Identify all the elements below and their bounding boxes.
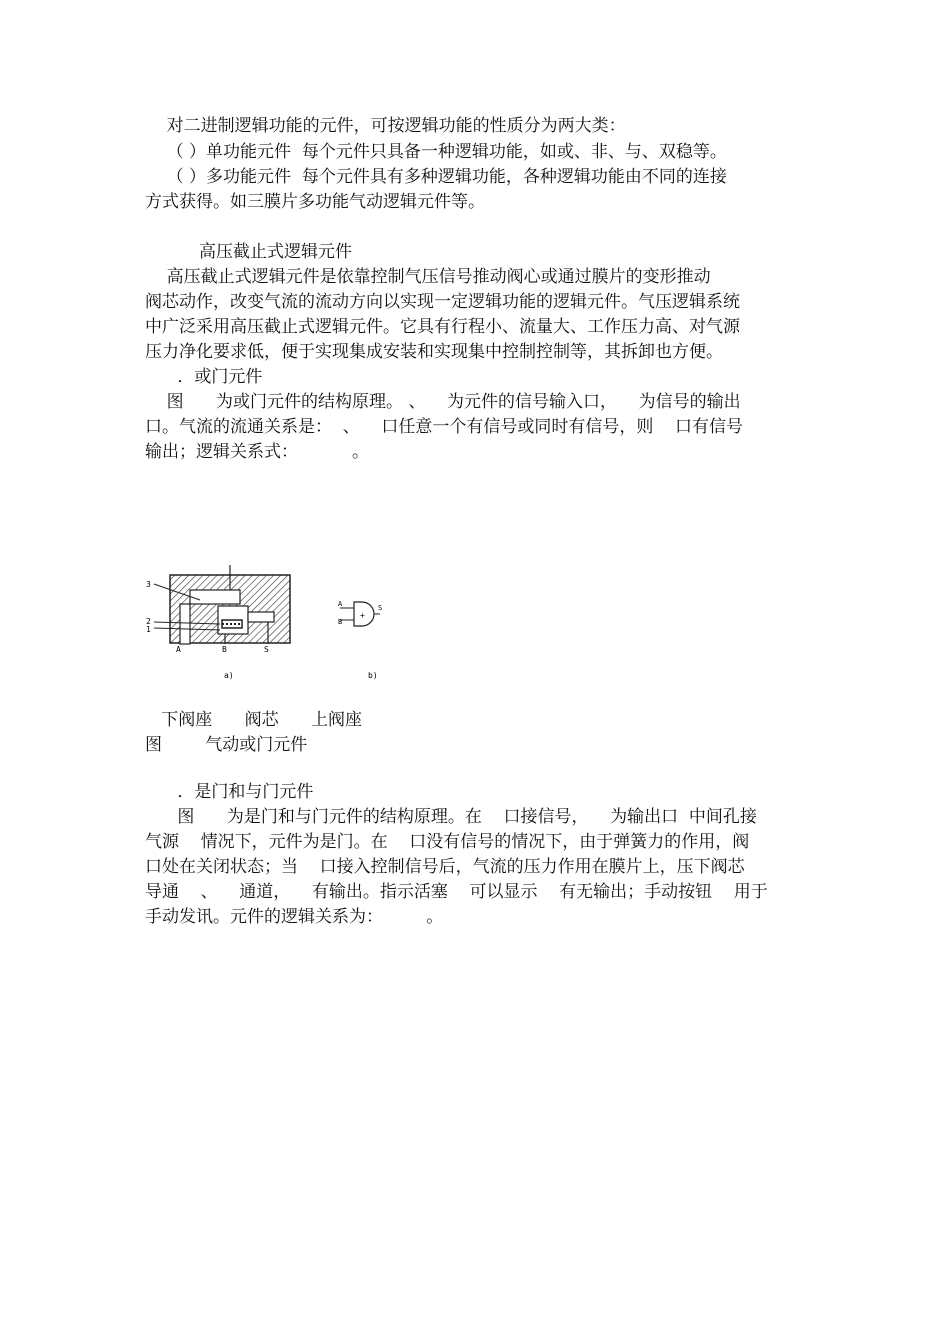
text-line: 图 为或门元件的结构原理。 、 为元件的信号输入口， 为信号的输出 <box>145 392 741 412</box>
text-line: 图 为是门和与门元件的结构原理。在 口接信号， 为输出口 中间孔接 <box>145 807 757 827</box>
text-line: 口处在关闭状态；当 口接入控制信号后，气流的压力作用在膜片上，压下阀芯 <box>145 857 745 877</box>
figure-caption: 图 气动或门元件 <box>145 735 308 755</box>
text-line: 输出；逻辑关系式： 。 <box>145 442 370 462</box>
section-heading: 高压截止式逻辑元件 <box>145 242 353 262</box>
subfigure-a-label: a) <box>224 671 234 680</box>
port-s-label: S <box>264 645 269 654</box>
text-line: （ ）单功能元件 每个元件只具备一种逻辑功能，如或、非、与、双稳等。 <box>145 142 727 162</box>
text-line: （ ）多功能元件 每个元件具有多种逻辑功能，各种逻辑功能由不同的连接 <box>145 167 727 187</box>
text-line: 阀芯动作，改变气流的流动方向以实现一定逻辑功能的逻辑元件。气压逻辑系统 <box>145 292 740 312</box>
symbol-output-s: S <box>378 604 383 612</box>
label-3: 3 <box>146 580 151 589</box>
upper-cavity <box>190 590 240 604</box>
text-line: 手动发讯。元件的逻辑关系为： 。 <box>145 907 444 927</box>
text-line: 导通 、 通道， 有输出。指示活塞 可以显示 有无输出；手动按钮 用于 <box>145 882 768 902</box>
or-gate-figure <box>140 560 400 690</box>
port-b-label: B <box>222 645 227 654</box>
symbol-input-b: B <box>338 618 343 626</box>
subsection-heading: ．或门元件 <box>145 367 263 387</box>
symbol-input-a: A <box>338 600 343 608</box>
text-line: 口。气流的流通关系是： 、 口任意一个有信号或同时有信号，则 口有信号 <box>145 417 744 437</box>
figure-part-labels: 下阀座 阀芯 上阀座 <box>145 710 363 730</box>
text-line: 中广泛采用高压截止式逻辑元件。它具有行程小、流量大、工作压力高、对气源 <box>145 317 740 337</box>
or-gate-diagram <box>140 560 400 690</box>
text-line: 对二进制逻辑功能的元件，可按逻辑功能的性质分为两大类： <box>145 116 626 136</box>
symbol-plus: + <box>360 611 365 620</box>
outlet-channel <box>248 612 274 622</box>
subsection-heading: ．是门和与门元件 <box>145 782 314 802</box>
text-line: 方式获得。如三膜片多功能气动逻辑元件等。 <box>145 192 485 212</box>
text-line: 高压截止式逻辑元件是依靠控制气压信号推动阀心或通过膜片的变形推动 <box>145 267 711 287</box>
text-line: 气源 情况下，元件为是门。在 口没有信号的情况下，由于弹簧力的作用，阀 <box>145 832 750 852</box>
text-line: 压力净化要求低，便于实现集成安装和实现集中控制控制等，其拆卸也方便。 <box>145 342 723 362</box>
label-1: 1 <box>146 625 151 634</box>
label-2: 2 <box>146 617 151 626</box>
subfigure-b-label: b) <box>368 671 378 680</box>
port-a-label: A <box>176 645 181 654</box>
inlet-a-channel <box>180 604 190 644</box>
